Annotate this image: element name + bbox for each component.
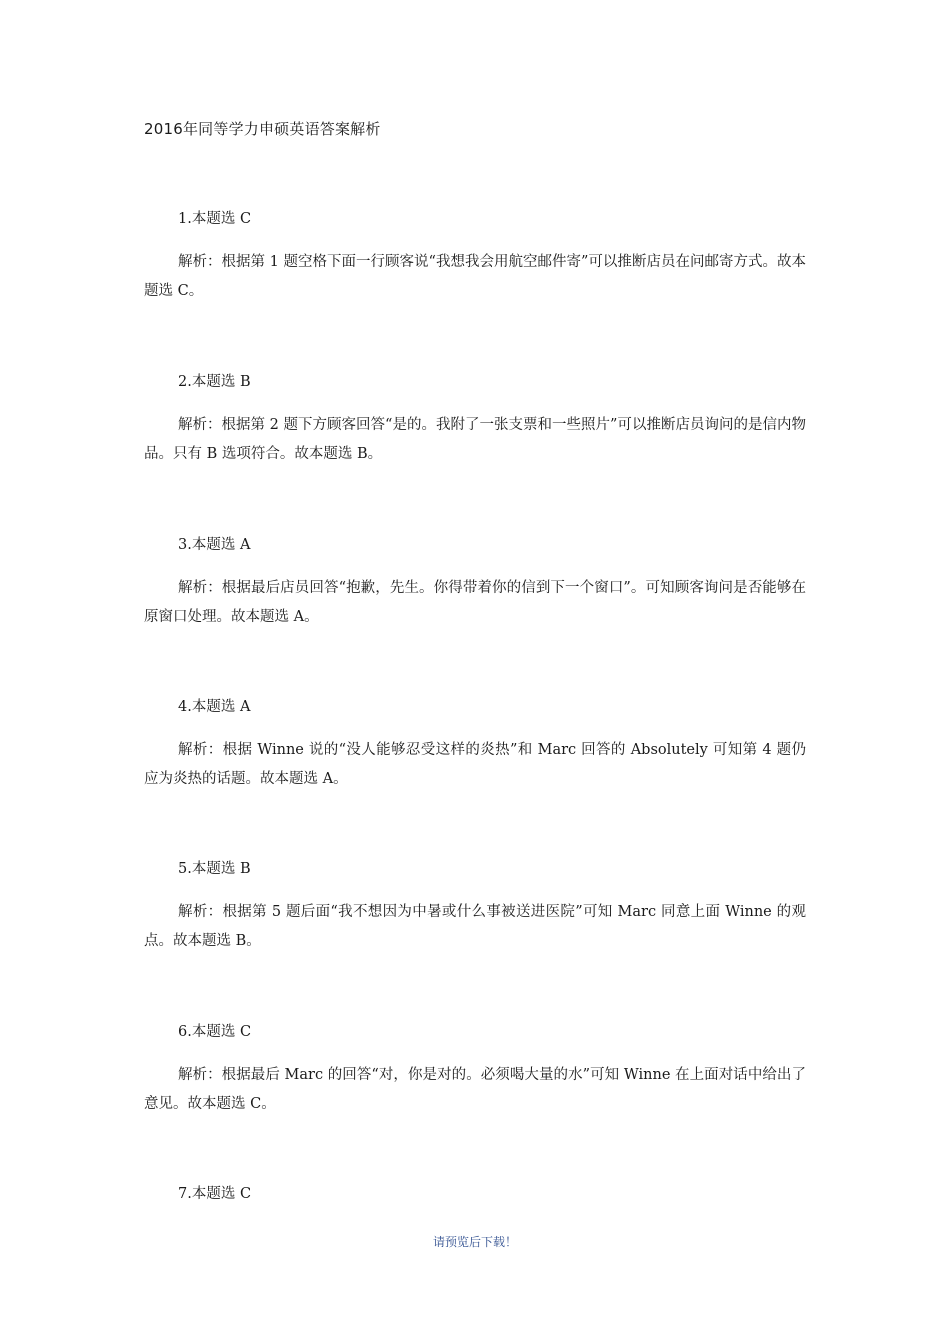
answer-6: 6.本题选 C bbox=[178, 1024, 252, 1040]
explanation-5: 解析：根据第 5 题后面“我不想因为中暑或什么事被送进医院”可知 Marc 同意上面 Winne 的观点。故本题选 B。 bbox=[144, 904, 806, 949]
explanation-1: 解析：根据第 1 题空格下面一行顾客说“我想我会用航空邮件寄”可以推断店员在问邮寄方式。故本题选 C。 bbox=[144, 254, 806, 299]
answer-3: 3.本题选 A bbox=[178, 537, 251, 553]
page-footer: 请预览后下载！ bbox=[432, 1235, 517, 1249]
answer-1: 1.本题选 C bbox=[178, 211, 252, 227]
answer-5: 5.本题选 B bbox=[178, 861, 251, 877]
explanation-4: 解析：根据 Winne 说的“没人能够忍受这样的炎热”和 Marc 回答的 Absolutely 可知第 4 题仍应为炎热的话题。故本题选 A。 bbox=[144, 742, 806, 787]
answer-7: 7.本题选 C bbox=[178, 1186, 252, 1202]
explanation-6: 解析：根据最后 Marc 的回答“对，你是对的。必须喝大量的水”可知 Winne 在上面对话中给出了意见。故本题选 C。 bbox=[144, 1067, 806, 1112]
document-title: 2016年同等学力申硕英语答案解析 bbox=[144, 120, 381, 138]
answer-4: 4.本题选 A bbox=[178, 699, 251, 715]
answer-2: 2.本题选 B bbox=[178, 374, 251, 390]
explanation-2: 解析：根据第 2 题下方顾客回答“是的。我附了一张支票和一些照片”可以推断店员询问的是信内物品。只有 B 选项符合。故本题选 B。 bbox=[144, 417, 806, 462]
explanation-3: 解析：根据最后店员回答“抱歉，先生。你得带着你的信到下一个窗口”。可知顾客询问是否能够在原窗口处理。故本题选 A。 bbox=[144, 580, 806, 625]
